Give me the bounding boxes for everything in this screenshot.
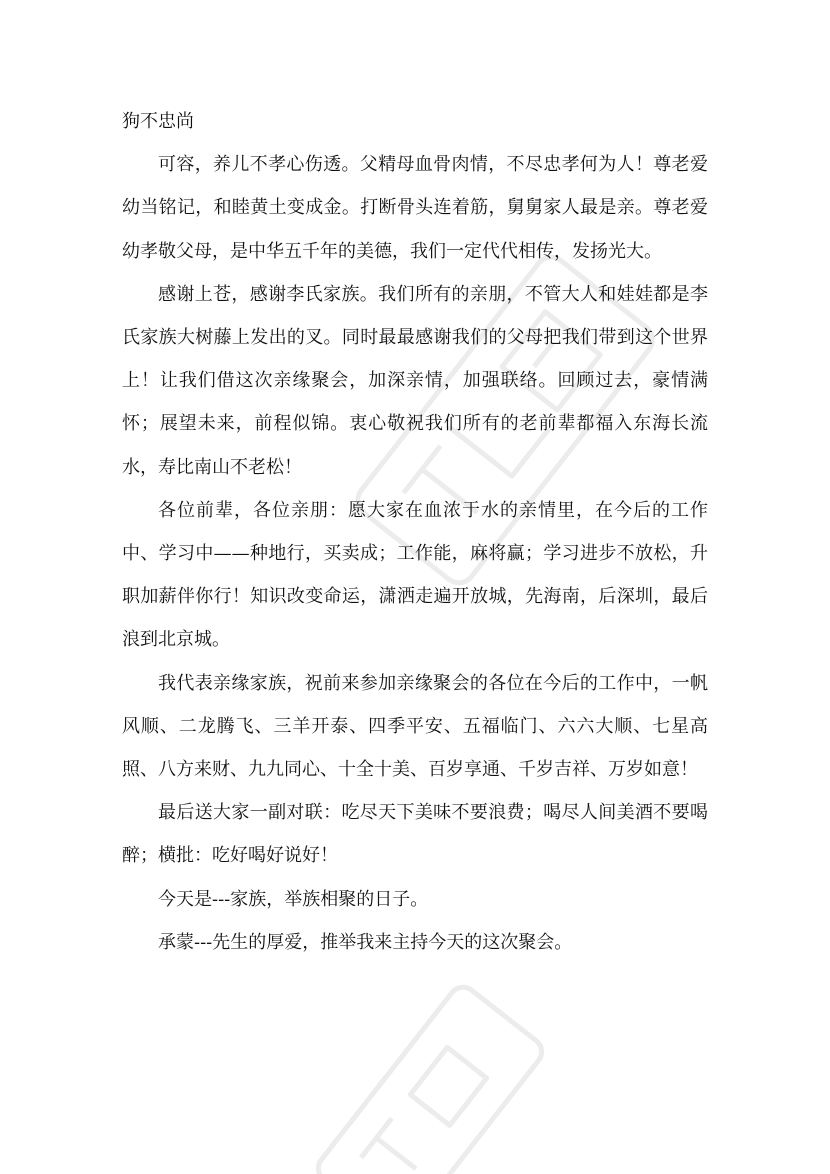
paragraph-1: 狗不忠尚 — [122, 111, 194, 132]
paragraph-8: 承蒙---先生的厚爱，推举我来主持今天的这次聚会。 — [158, 931, 573, 953]
paragraph-3: 感谢上苍，感谢李氏家族。我们所有的亲朋，不管大人和娃娃都是李氏家族大树藤上发出的叉。同时最最感谢我们的父母把我们带到这个世界上！让我们借这次亲缘聚会，加深亲情，加强联络。回顾过去，豪情满怀；展望未来，前程似锦。衷心敬祝我们所有的老前辈都福入东海长流水，寿比南山不老松！ — [122, 283, 708, 478]
document-body — [122, 100, 708, 964]
paragraph-4: 各位前辈，各位亲朋：愿大家在血浓于水的亲情里，在今后的工作中、学习中——种地行，买卖成；工作能，麻将赢；学习进步不放松，升职加薪伴你行！知识改变命运，潇洒走遍开放城，先海南，后深圳，最后浪到北京城。 — [122, 499, 708, 651]
paragraph-7: 今天是---家族，举族相聚的日子。 — [158, 888, 429, 910]
paragraph-6: 最后送大家一副对联：吃尽天下美味不要浪费；喝尽人间美酒不要喝醉；横批：吃好喝好说好！ — [122, 802, 708, 867]
paragraph-2: 可容，养儿不孝心伤透。父精母血骨肉情，不尽忠孝何为人！尊老爱幼当铭记，和睦黄土变成金。打断骨头连着筋，舅舅家人最是亲。尊老爱幼孝敬父母，是中华五千年的美德，我们一定代代相传，发扬光大。 — [122, 154, 708, 262]
paragraph-5: 我代表亲缘家族，祝前来参加亲缘聚会的各位在今后的工作中，一帆风顺、二龙腾飞、三羊开泰、四季平安、五福临门、六六大顺、七星高照、八方来财、九九同心、十全十美、百岁享通、千岁吉祥、万岁如意！ — [122, 672, 708, 781]
